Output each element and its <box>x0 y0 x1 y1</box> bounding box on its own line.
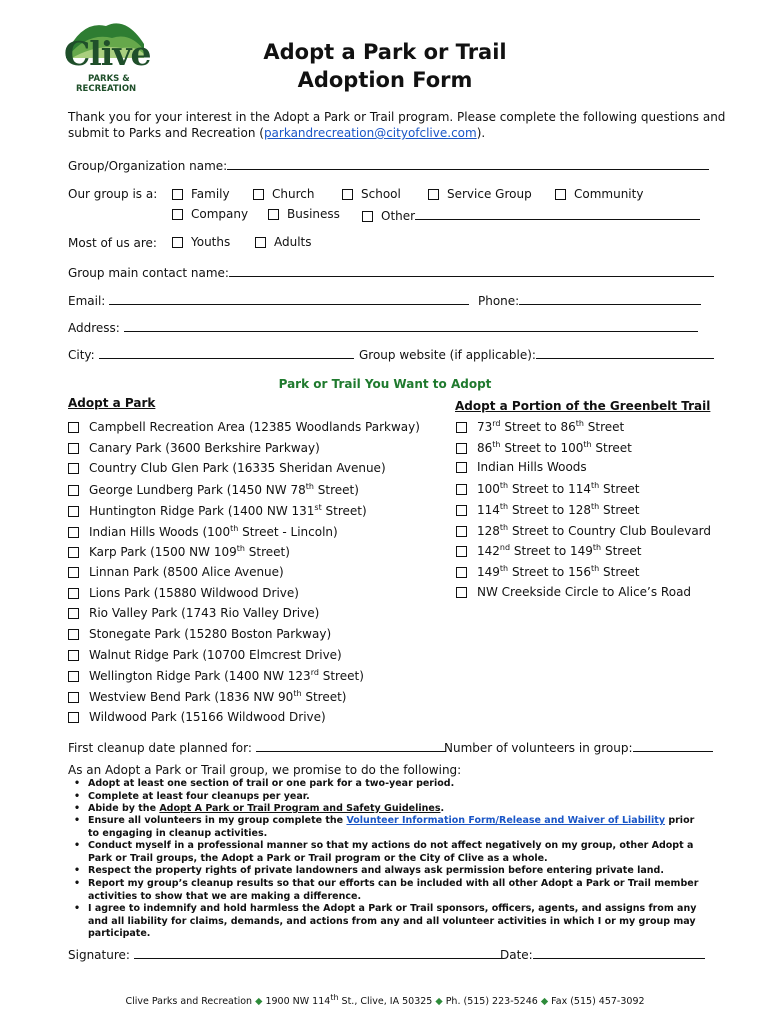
ordinal-suffix: th <box>499 522 509 532</box>
diamond-icon: ◆ <box>255 996 263 1008</box>
logo-name: Clive <box>64 34 151 73</box>
ordinal-suffix: th <box>236 544 245 554</box>
promise-text: Abide by the <box>88 803 160 814</box>
checkbox-icon[interactable] <box>68 463 79 474</box>
item-text: Street - Lincoln) <box>238 524 338 539</box>
type-church-label: Church <box>272 187 315 201</box>
address-field[interactable] <box>124 319 698 332</box>
checkbox-icon[interactable] <box>456 587 467 598</box>
checkbox-icon[interactable] <box>68 650 79 661</box>
ordinal-suffix: th <box>575 419 584 428</box>
promise-item <box>88 791 708 804</box>
volunteers-label: Number of volunteers in group: <box>444 741 633 755</box>
park-label: Lions Park (15880 Wildwood Drive) <box>89 585 299 600</box>
website-field[interactable] <box>536 346 714 359</box>
section-heading: Park or Trail You Want to Adopt <box>278 377 492 391</box>
item-text: Street to 114 <box>508 482 591 497</box>
group-name-field[interactable] <box>227 157 709 170</box>
park-option[interactable] <box>68 606 319 620</box>
item-text: 142 <box>477 544 500 559</box>
intro-end: ). <box>476 126 486 140</box>
cleanup-label: First cleanup date planned for: <box>68 741 252 755</box>
type-family-label: Family <box>191 187 230 201</box>
city-row <box>68 346 354 362</box>
website-row <box>359 346 714 362</box>
promise-intro: As an Adopt a Park or Trail group, we promise to do the following: <box>68 763 462 777</box>
item-text: Street to 149 <box>510 544 593 559</box>
item-text: 73 <box>477 420 493 434</box>
checkbox-icon[interactable] <box>456 484 467 495</box>
promise-item <box>88 803 708 816</box>
date-row <box>500 946 705 962</box>
promise-text: Respect the property rights of private landowners and always ask permission before entering private land. <box>88 865 664 876</box>
address-label: Address: <box>68 321 120 335</box>
checkbox-icon[interactable] <box>428 189 439 200</box>
item-text: Street <box>591 440 632 455</box>
footer-org: Clive Parks and Recreation <box>125 996 253 1008</box>
trail-heading: Adopt a Portion of the Greenbelt Trail <box>455 399 711 413</box>
age-youths-label: Youths <box>191 235 231 249</box>
footer-address <box>265 993 433 1008</box>
address-row <box>68 319 698 335</box>
phone-field[interactable] <box>519 292 701 305</box>
phone-row <box>478 292 701 308</box>
age-youths[interactable] <box>172 235 230 249</box>
date-label: Date: <box>500 948 533 962</box>
checkbox-icon[interactable] <box>68 588 79 599</box>
email-row <box>68 292 469 308</box>
ordinal-suffix: th <box>305 482 314 492</box>
signature-label: Signature: <box>68 948 130 962</box>
park-option[interactable] <box>68 524 338 539</box>
item-text: Street to 156 <box>508 564 591 579</box>
checkbox-icon[interactable] <box>68 671 79 682</box>
item-text: NW Creekside Circle to Alice’s Road <box>477 584 692 599</box>
park-option[interactable] <box>68 627 331 641</box>
footer-address-sup: th <box>330 993 339 1002</box>
clive-logo <box>62 14 151 98</box>
park-option[interactable] <box>68 689 347 704</box>
park-label: Linnan Park (8500 Alice Avenue) <box>89 564 284 579</box>
item-text: 149 <box>477 564 500 579</box>
item-text: Karp Park (1500 NW 109 <box>89 545 237 560</box>
ordinal-suffix: th <box>499 563 509 573</box>
trail-option[interactable] <box>456 585 691 599</box>
checkbox-icon[interactable] <box>68 422 79 433</box>
intro-text: submit to Parks and Recreation ( <box>68 126 264 140</box>
item-text: 100 <box>477 482 500 497</box>
trail-option[interactable] <box>456 419 624 434</box>
type-community-label: Community <box>574 187 644 201</box>
checkbox-icon[interactable] <box>68 629 79 640</box>
park-option[interactable] <box>68 710 326 724</box>
promise-text-end: prior to engaging in cleanup activities. <box>88 815 695 839</box>
item-text: Street) <box>301 690 347 705</box>
other-field[interactable] <box>415 207 700 220</box>
item-text: 86 <box>477 440 493 455</box>
checkbox-icon[interactable] <box>456 422 467 433</box>
item-text: Street <box>583 420 625 434</box>
type-family[interactable] <box>172 187 230 201</box>
type-business-label: Business <box>287 207 340 221</box>
promise-item <box>88 903 708 941</box>
type-church[interactable] <box>253 187 314 201</box>
trail-option[interactable] <box>456 502 639 517</box>
item-text: Street <box>599 482 640 497</box>
park-option[interactable] <box>68 461 386 475</box>
diamond-icon: ◆ <box>435 996 443 1008</box>
promise-text: Conduct myself in a professional manner so that my actions do not affect negatively on my group, other Adopt a Park or Trail groups, the Adopt a Park or Trail program or the City of Clive as a whole. <box>88 840 694 864</box>
item-text: Street) <box>313 483 359 498</box>
checkbox-icon[interactable] <box>68 527 79 538</box>
type-business[interactable] <box>268 207 340 221</box>
trail-option[interactable] <box>456 523 711 538</box>
checkbox-icon[interactable] <box>253 189 264 200</box>
ordinal-suffix: th <box>499 501 509 511</box>
item-text: Westview Bend Park (1836 NW 90 <box>89 690 294 705</box>
type-service-group[interactable] <box>428 187 532 201</box>
ordinal-suffix: th <box>583 439 592 449</box>
type-company-label: Company <box>191 207 249 221</box>
type-school[interactable] <box>342 187 401 201</box>
page-title-line2: Adoption Form <box>297 68 473 92</box>
checkbox-icon[interactable] <box>456 443 467 454</box>
checkbox-icon[interactable] <box>456 462 467 473</box>
footer-address-b: St., Clive, IA 50325 <box>338 996 433 1008</box>
ordinal-suffix: th <box>590 563 600 573</box>
item-text: Street to 128 <box>508 502 591 517</box>
volunteers-row <box>444 739 713 755</box>
checkbox-icon[interactable] <box>268 209 279 220</box>
our-group-label: Our group is a: <box>68 187 158 201</box>
trail-option[interactable] <box>456 564 639 579</box>
city-label: City: <box>68 348 95 362</box>
logo-sub2: RECREATION <box>76 84 137 94</box>
checkbox-icon[interactable] <box>456 526 467 537</box>
date-field[interactable] <box>533 946 705 959</box>
ordinal-suffix: nd <box>499 543 511 553</box>
volunteers-field[interactable] <box>633 739 713 752</box>
most-of-us-label: Most of us are: <box>68 236 157 250</box>
promise-item <box>88 865 708 878</box>
promise-text: Complete at least four cleanups per year. <box>88 791 310 802</box>
checkbox-icon[interactable] <box>555 189 566 200</box>
email-field[interactable] <box>109 292 469 305</box>
ordinal-suffix: th <box>492 439 501 449</box>
ordinal-suffix: th <box>592 543 602 553</box>
trail-option[interactable] <box>456 460 587 474</box>
park-option[interactable] <box>68 503 367 518</box>
park-label: Campbell Recreation Area (12385 Woodlands Parkway) <box>89 420 420 434</box>
park-label: Country Club Glen Park (16335 Sheridan Avenue) <box>89 461 386 476</box>
ordinal-suffix: th <box>293 689 302 699</box>
page-title-line1: Adopt a Park or Trail <box>263 40 507 64</box>
footer-fax: Fax (515) 457-3092 <box>551 996 645 1008</box>
checkbox-icon[interactable] <box>68 567 79 578</box>
phone-label: Phone: <box>478 294 520 308</box>
item-text: Street <box>599 564 640 579</box>
item-text: Street) <box>244 545 290 560</box>
promise-text: Report my group’s cleanup results so that our efforts can be included with all other Adopt a Park or Trail member activities to show that we are making a difference. <box>88 878 699 902</box>
signature-row <box>68 946 502 962</box>
promise-text: I agree to indemnify and hold harmless the Adopt a Park or Trail sponsors, officers, agents, and assigns from any and all liability for claims, demands, and actions from any and all volunteer activities in which I or my group may participate. <box>88 903 697 939</box>
ordinal-suffix: th <box>230 523 239 533</box>
checkbox-icon[interactable] <box>68 608 79 619</box>
type-school-label: School <box>361 187 401 201</box>
checkbox-icon[interactable] <box>456 546 467 557</box>
checkbox-icon[interactable] <box>456 505 467 516</box>
ordinal-suffix: th <box>590 501 600 511</box>
website-label: Group website (if applicable): <box>359 348 536 362</box>
trail-option[interactable] <box>456 440 632 455</box>
signature-field[interactable] <box>134 946 502 959</box>
city-field[interactable] <box>99 346 354 359</box>
park-label: Wildwood Park (15166 Wildwood Drive) <box>89 709 326 724</box>
park-label: Rio Valley Park (1743 Rio Valley Drive) <box>89 606 320 621</box>
item-text: Indian Hills Woods (100 <box>89 524 231 539</box>
checkbox-icon[interactable] <box>342 189 353 200</box>
promise-item <box>88 778 708 791</box>
type-community[interactable] <box>555 187 643 201</box>
email-label: Email: <box>68 294 106 308</box>
checkbox-icon[interactable] <box>68 547 79 558</box>
age-adults-label: Adults <box>274 235 312 249</box>
park-option[interactable] <box>68 544 290 559</box>
ordinal-suffix: th <box>590 481 600 491</box>
intro-line1: Thank you for your interest in the Adopt a Park or Trail program. Please complete the following questions and <box>68 110 726 124</box>
checkbox-icon[interactable] <box>68 692 79 703</box>
checkbox-icon[interactable] <box>68 506 79 517</box>
type-other[interactable] <box>362 207 700 223</box>
group-name-label: Group/Organization name: <box>68 159 228 173</box>
footer-phone: Ph. (515) 223-5246 <box>445 996 538 1008</box>
footer <box>0 993 770 1007</box>
item-text: Street <box>601 544 642 559</box>
item-text: Street) <box>321 503 367 518</box>
contact-row <box>68 264 714 280</box>
park-option[interactable] <box>68 648 342 662</box>
item-text: Street to 100 <box>500 440 584 455</box>
item-text: Wellington Ridge Park (1400 NW 123 <box>89 669 311 684</box>
promise-item <box>88 815 708 840</box>
ordinal-suffix: st <box>314 502 322 512</box>
promise-item <box>88 878 708 903</box>
checkbox-icon[interactable] <box>68 712 79 723</box>
diamond-icon: ◆ <box>540 996 549 1008</box>
checkbox-icon[interactable] <box>456 567 467 578</box>
age-adults[interactable] <box>255 235 312 249</box>
ordinal-suffix: rd <box>310 668 319 678</box>
park-option[interactable] <box>68 668 364 683</box>
parks-heading: Adopt a Park <box>68 396 156 410</box>
item-text: Street to Country Club Boulevard <box>508 523 712 538</box>
promise-text-end: . <box>440 803 445 814</box>
park-option[interactable] <box>68 586 299 600</box>
checkbox-icon[interactable] <box>68 485 79 496</box>
ordinal-suffix: rd <box>492 419 501 428</box>
trail-option[interactable] <box>456 481 639 496</box>
checkbox-icon[interactable] <box>362 211 373 222</box>
item-text: Street) <box>318 669 364 684</box>
cleanup-field[interactable] <box>256 739 446 752</box>
item-text: Street to 86 <box>500 420 576 434</box>
logo-sub1: PARKS & <box>88 74 130 84</box>
park-label: Canary Park (3600 Berkshire Parkway) <box>89 440 320 455</box>
promise-text: Ensure all volunteers in my group complete the <box>88 815 347 826</box>
park-option[interactable] <box>68 420 420 434</box>
ordinal-suffix: th <box>499 481 509 491</box>
item-text: George Lundberg Park (1450 NW 78 <box>89 483 306 498</box>
type-service-label: Service Group <box>447 187 532 201</box>
type-company[interactable] <box>172 207 248 221</box>
promise-item <box>88 840 708 865</box>
footer-address-a: 1900 NW 114 <box>265 996 331 1008</box>
item-text: Indian Hills Woods <box>477 460 587 475</box>
contact-label: Group main contact name: <box>68 266 229 280</box>
checkbox-icon[interactable] <box>68 443 79 454</box>
checkbox-icon[interactable] <box>172 209 183 220</box>
group-name-row <box>68 157 709 173</box>
park-label: Walnut Ridge Park (10700 Elmcrest Drive) <box>89 647 342 662</box>
volunteer-form-link[interactable]: Volunteer Information Form/Release and Waiver of Liability <box>346 815 666 826</box>
park-option[interactable] <box>68 565 284 579</box>
park-label: Stonegate Park (15280 Boston Parkway) <box>89 627 332 641</box>
checkbox-icon[interactable] <box>172 189 183 200</box>
park-option[interactable] <box>68 482 359 497</box>
cleanup-row <box>68 739 446 755</box>
item-text: 114 <box>477 502 500 517</box>
type-other-label: Other <box>381 209 416 223</box>
contact-field[interactable] <box>229 264 714 277</box>
item-text: 128 <box>477 523 500 538</box>
park-option[interactable] <box>68 441 320 455</box>
trail-option[interactable] <box>456 543 641 558</box>
item-text: Huntington Ridge Park (1400 NW 131 <box>89 503 315 518</box>
intro-line2 <box>68 126 485 140</box>
item-text: Street <box>599 502 640 517</box>
email-link[interactable]: parkandrecreation@cityofclive.com <box>263 126 477 140</box>
promise-text: Adopt at least one section of trail or one park for a two-year period. <box>88 778 455 789</box>
checkbox-icon[interactable] <box>255 237 266 248</box>
checkbox-icon[interactable] <box>172 237 183 248</box>
guidelines-link[interactable]: Adopt A Park or Trail Program and Safety Guidelines <box>159 803 441 814</box>
